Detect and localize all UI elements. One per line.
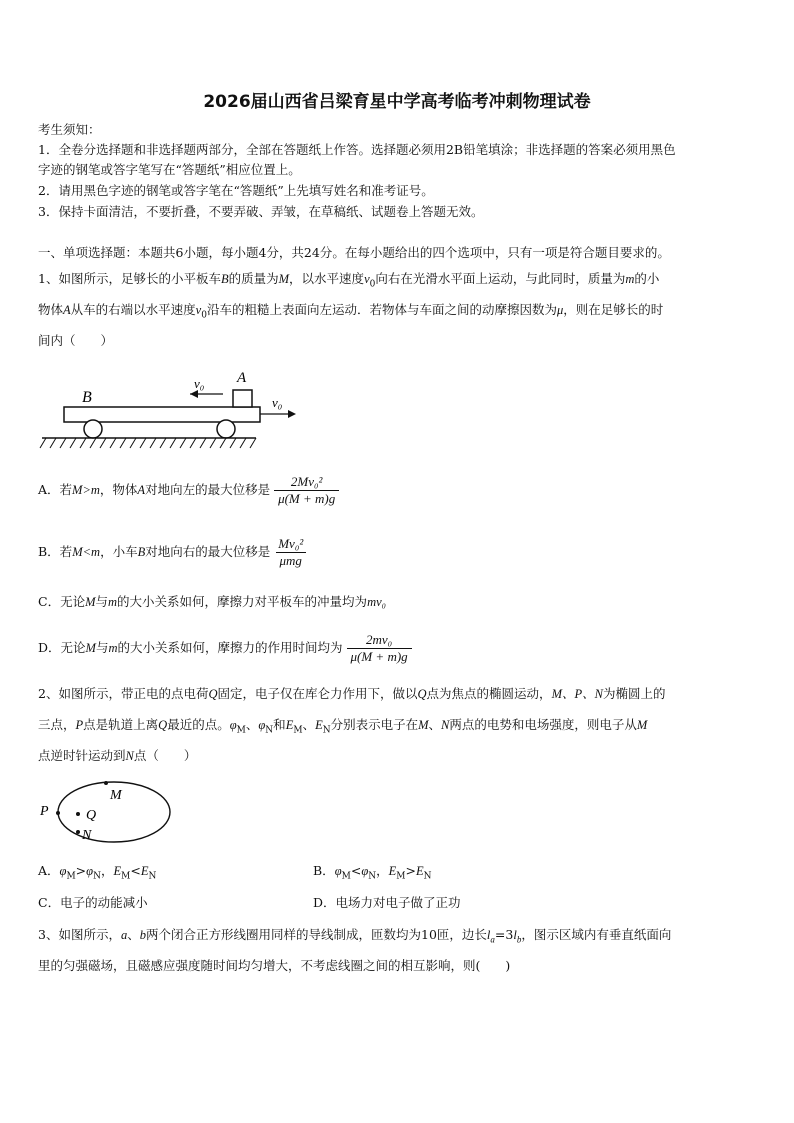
option-text: C．无论 bbox=[38, 594, 86, 609]
notice-heading: 考生须知： bbox=[38, 122, 101, 137]
subscript-0: 0 bbox=[201, 310, 207, 321]
symbol-M: M bbox=[636, 718, 648, 732]
symbol-m: m bbox=[108, 641, 118, 655]
symbol-l: l bbox=[513, 928, 517, 942]
q2-text: 最近的点。 bbox=[167, 717, 230, 732]
option-text: B． bbox=[313, 863, 335, 878]
symbol-A: A bbox=[63, 303, 71, 317]
option-condition: M>m bbox=[72, 483, 100, 497]
option-text: D．无论 bbox=[38, 640, 86, 655]
q2-text: 点是轨道上离 bbox=[83, 717, 159, 732]
arrow-left-icon bbox=[190, 390, 198, 398]
fraction bbox=[274, 536, 307, 569]
section-heading: 一、单项选择题：本题共6小题，每小题4分，共24分。在每小题给出的四个选项中，只有一项是符合题目要求的。 bbox=[38, 245, 670, 260]
option-value: mv₀ bbox=[367, 595, 386, 609]
option-text: 的大小关系如何，摩擦力对平板车的冲量均为 bbox=[117, 594, 368, 609]
q2-text: 2、如图所示，带正电的点电荷 bbox=[38, 686, 209, 701]
symbol-M: M bbox=[278, 272, 290, 286]
q2-line-3 bbox=[38, 748, 196, 764]
q2-option-c: C．电子的动能减小 bbox=[38, 895, 148, 910]
fraction-numerator: 2mv₀ bbox=[366, 632, 393, 647]
exam-title: 2026届山西省吕梁育星中学高考临考冲刺物理试卷 bbox=[203, 92, 591, 112]
fraction-numerator: 2Mv₀² bbox=[290, 474, 323, 489]
q1-text: 沿车的粗糙上表面向左运动．若物体与车面之间的动摩擦因数为 bbox=[206, 302, 557, 317]
q2-text: 点逆时针运动到 bbox=[38, 748, 126, 763]
point-P bbox=[56, 811, 60, 815]
subscript-N: N bbox=[93, 871, 101, 882]
q3-text: 、 bbox=[127, 927, 140, 942]
q1-text: ，以水平速度 bbox=[289, 271, 365, 286]
q2-text: 为椭圆上的 bbox=[602, 686, 666, 701]
subscript-M: M bbox=[236, 725, 246, 736]
symbol-v: v bbox=[364, 272, 370, 286]
point-M bbox=[104, 781, 108, 785]
q2-text: 、 bbox=[245, 717, 259, 732]
symbol-N: N bbox=[125, 749, 134, 763]
subscript-M: M bbox=[121, 871, 131, 882]
symbol-Q: Q bbox=[417, 687, 427, 701]
q2-option-b bbox=[313, 863, 431, 885]
label-B: B bbox=[82, 389, 92, 406]
symbol-phi: φ bbox=[361, 864, 369, 878]
symbol-E: E bbox=[415, 864, 424, 878]
q1-cart-figure bbox=[38, 362, 308, 450]
notice-line-3: 2．请用黑色字迹的钢笔或答字笔在“答题纸”上先填写姓名和准考证号。 bbox=[38, 183, 434, 198]
q3-text: 两个闭合正方形线圈用同样的导线制成，匝数均为10匝，边长 bbox=[145, 927, 487, 942]
q1-line-3: 间内（ ） bbox=[38, 333, 114, 348]
option-text: ，小车 bbox=[100, 544, 138, 559]
subscript-0: 0 bbox=[369, 279, 376, 290]
q2-text: 、 bbox=[428, 717, 442, 732]
symbol-A: A bbox=[137, 483, 146, 497]
label-M: M bbox=[110, 788, 122, 803]
label-v0-left: v₀ bbox=[194, 376, 205, 391]
q1-option-a bbox=[38, 472, 339, 508]
point-Q bbox=[76, 812, 80, 816]
point-N bbox=[76, 830, 80, 834]
symbol-phi: φ bbox=[59, 864, 67, 878]
q1-text: 物体 bbox=[38, 302, 64, 317]
symbol-v: v bbox=[195, 303, 202, 317]
arrow-right-icon bbox=[288, 410, 296, 418]
cart-wheel-left bbox=[84, 420, 102, 438]
symbol-mu: μ bbox=[556, 303, 564, 317]
symbol-E: E bbox=[315, 718, 323, 732]
symbol-M: M bbox=[85, 641, 96, 655]
q1-line-2 bbox=[38, 302, 663, 324]
symbol-Q: Q bbox=[158, 718, 168, 732]
symbol-l: l bbox=[486, 928, 491, 942]
q1-line-1 bbox=[38, 271, 659, 293]
symbols-MPN: M、P、N bbox=[551, 687, 603, 701]
subscript-M: M bbox=[396, 871, 406, 882]
subscript-M: M bbox=[66, 871, 76, 882]
symbol-phi: φ bbox=[229, 718, 237, 732]
fraction-denominator: μ(M + m)g bbox=[347, 648, 412, 665]
subscript-N: N bbox=[148, 871, 157, 882]
q3-text: =3 bbox=[494, 927, 514, 942]
option-text: ，物体 bbox=[99, 482, 138, 497]
subscript-a: a bbox=[490, 934, 495, 945]
subscript-N: N bbox=[423, 871, 432, 882]
q2-text: 、 bbox=[302, 717, 316, 732]
symbol-m: m bbox=[625, 272, 635, 286]
relation-sign: < bbox=[130, 863, 141, 878]
option-condition: M<m bbox=[72, 545, 101, 559]
fraction-denominator: μmg bbox=[276, 552, 306, 569]
q1-text: 1、如图所示，足够长的小平板车 bbox=[38, 271, 221, 286]
fraction bbox=[274, 474, 339, 507]
symbol-m: m bbox=[108, 595, 118, 609]
symbol-a: a bbox=[120, 928, 128, 942]
label-v0-right: v₀ bbox=[272, 395, 283, 410]
subscript-N: N bbox=[265, 725, 274, 736]
symbol-E: E bbox=[285, 718, 294, 732]
relation-sign: > bbox=[75, 863, 87, 878]
option-text: 与 bbox=[95, 594, 109, 609]
q2-ellipse-figure bbox=[36, 777, 176, 849]
subscript-N: N bbox=[322, 725, 331, 736]
q1-option-d bbox=[38, 630, 412, 666]
q1-option-c bbox=[38, 594, 386, 610]
block-A bbox=[233, 390, 252, 407]
symbol-M: M bbox=[418, 718, 429, 732]
q2-option-a bbox=[38, 863, 156, 885]
notice-line-4: 3．保持卡面清洁，不要折叠，不要弄破、弄皱，在草稿纸、试题卷上答题无效。 bbox=[38, 204, 484, 219]
label-A: A bbox=[237, 370, 247, 386]
fraction-denominator: μ(M + m)g bbox=[274, 490, 339, 507]
q2-text: 和 bbox=[273, 717, 286, 732]
subscript-M: M bbox=[293, 725, 303, 736]
label-Q: Q bbox=[86, 808, 97, 823]
q1-text: 从车的右端以水平速度 bbox=[70, 302, 196, 317]
option-text: A．若 bbox=[38, 482, 73, 497]
subscript-b: b bbox=[516, 934, 522, 945]
ground-hatching bbox=[40, 438, 256, 448]
q1-option-b bbox=[38, 534, 307, 570]
q1-text: ，则在足够长的时 bbox=[563, 302, 664, 317]
q2-text: 固定，电子仅在库仑力作用下，做以 bbox=[217, 686, 418, 701]
q2-line-1 bbox=[38, 686, 665, 702]
symbol-E: E bbox=[113, 864, 122, 878]
subscript-N: N bbox=[368, 871, 377, 882]
q2-text: 点为焦点的椭圆运动， bbox=[426, 686, 552, 701]
symbol-P: P bbox=[75, 718, 84, 732]
subscript-M: M bbox=[341, 871, 351, 882]
q2-text: 分别表示电子在 bbox=[330, 717, 419, 732]
cart-wheel-right bbox=[217, 420, 235, 438]
option-text: 对地向左的最大位移是 bbox=[145, 482, 271, 497]
q3-text: ，图示区域内有垂直纸面向 bbox=[521, 927, 672, 942]
label-N: N bbox=[82, 828, 92, 843]
q1-text: 的小 bbox=[634, 271, 660, 286]
symbol-M: M bbox=[85, 595, 96, 609]
relation-sign: > bbox=[405, 863, 416, 878]
fraction bbox=[347, 632, 412, 665]
symbol-B: B bbox=[220, 272, 229, 286]
option-text: ， bbox=[376, 863, 389, 878]
q3-line-1 bbox=[38, 927, 671, 948]
label-P: P bbox=[40, 804, 49, 819]
q2-line-2 bbox=[38, 717, 647, 739]
symbol-E: E bbox=[140, 864, 149, 878]
q2-text: 三点， bbox=[38, 717, 76, 732]
symbol-phi: φ bbox=[86, 864, 94, 878]
fraction-numerator: Mv₀² bbox=[278, 536, 304, 551]
symbol-E: E bbox=[388, 864, 397, 878]
option-text: A． bbox=[38, 863, 60, 878]
option-text: 与 bbox=[95, 640, 109, 655]
option-text: ， bbox=[100, 863, 114, 878]
q3-text: 3、如图所示， bbox=[38, 927, 121, 942]
notice-line-2: 字迹的钢笔或答字笔写在“答题纸”相应位置上。 bbox=[38, 162, 301, 177]
symbol-phi: φ bbox=[258, 718, 266, 732]
q2-option-d: D．电场力对电子做了正功 bbox=[313, 895, 461, 910]
option-text: 的大小关系如何，摩擦力的作用时间均为 bbox=[117, 640, 343, 655]
q1-text: 向右在光滑水平面上运动，与此同时，质量为 bbox=[375, 271, 626, 286]
q3-line-2: 里的匀强磁场，且磁感应强度随时间均匀增大，不考虑线圈之间的相互影响，则( ) bbox=[38, 958, 511, 973]
symbol-Q: Q bbox=[208, 687, 218, 701]
symbol-b: b bbox=[139, 928, 146, 942]
symbol-B: B bbox=[137, 545, 146, 559]
option-text: B．若 bbox=[38, 544, 73, 559]
q2-text: 点（ ） bbox=[133, 748, 197, 763]
option-text: 对地向右的最大位移是 bbox=[145, 544, 271, 559]
symbol-N: N bbox=[441, 718, 450, 732]
q2-text: 两点的电势和电场强度，则电子从 bbox=[449, 717, 637, 732]
notice-line-1: 1．全卷分选择题和非选择题两部分，全部在答题纸上作答。选择题必须用2B铅笔填涂；非选择题的答案必须用黑色 bbox=[38, 142, 676, 157]
relation-sign: < bbox=[350, 863, 362, 878]
q1-text: 的质量为 bbox=[228, 271, 279, 286]
symbol-phi: φ bbox=[334, 864, 342, 878]
